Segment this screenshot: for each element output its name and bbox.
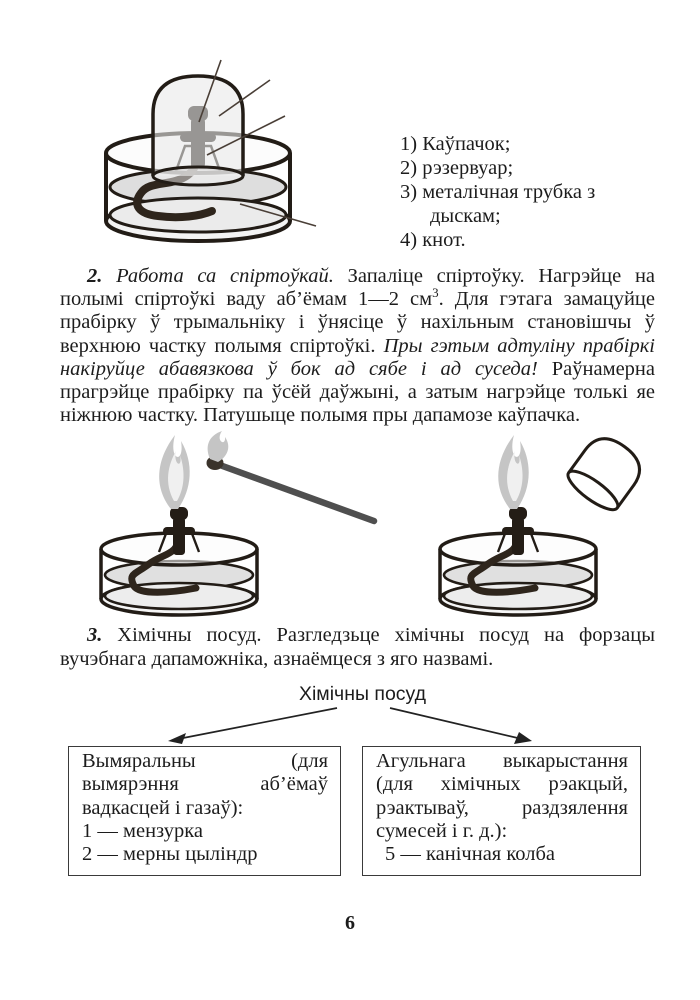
lamp-usage-figures <box>60 431 655 617</box>
box-intro: Агульнага выкарыстання (для хімічных рэакцый, рэактываў, раздзялення сумесей і г. д.): <box>376 749 628 843</box>
scheme-title: Хімічны посуд <box>298 682 427 705</box>
section-number: 3. <box>87 624 103 647</box>
body-text: Раўнамерна прагрэйце прабірку па ўсёй даўжыні, а затым нагрэйце толькі яе ніжнюю частку. Патушыце полымя пры дапамозе каўпачка. <box>60 357 655 427</box>
body-text: Разгледзьце хімічны посуд на форзацы вучэбнага дапаможніка, азнаёмцеся з яго назвамі. <box>60 624 655 670</box>
section-title: Хімічны посуд. <box>117 624 262 647</box>
page-number: 6 <box>345 912 355 934</box>
match-icon <box>207 431 375 521</box>
body-text: . Для гэтага замацуйце прабірку ў трымальніку і ўнясіце ў нахільным становішчы ў верхнюю частку полымя спіртоўкі. <box>60 288 655 357</box>
section-3-paragraph <box>60 624 655 670</box>
match-flame-icon <box>208 431 229 462</box>
lamp-cap-icon <box>563 431 649 516</box>
spirit-lamp-parts-figure <box>78 56 378 254</box>
arrow-left-icon <box>168 708 337 744</box>
glassware-scheme <box>60 683 655 876</box>
lighting-lamp-figure <box>74 431 386 617</box>
safety-warning-text: Пры гэтым адтуліну прабіркі накіруйце абавязкова ў бок ад сябе і ад суседа! <box>60 334 655 380</box>
box-intro: Вымяральны (для вымярэння аб’ёмаў вадкасцей і газаў): <box>82 749 328 819</box>
extinguishing-lamp-figure <box>413 431 653 617</box>
general-glassware-box <box>362 746 641 876</box>
scheme-boxes <box>68 746 655 876</box>
lamp-parts-section <box>60 56 655 254</box>
superscript: 3 <box>432 285 439 301</box>
arrow-right-icon <box>390 708 532 744</box>
scheme-arrows <box>60 706 655 746</box>
box-item: 5 — канічная колба <box>385 843 556 866</box>
section-2-paragraph <box>60 265 655 427</box>
section-title: Работа са спіртоўкай. <box>116 265 334 287</box>
box-item: 1 — мензурка <box>82 820 203 843</box>
list-item: 4) кнот. <box>400 229 466 251</box>
list-item: 3) металічная трубка з дыскам; <box>400 181 596 227</box>
list-item: 1) Каўпачок; <box>400 133 511 155</box>
lamp-cap <box>153 76 243 185</box>
lamp-parts-list <box>400 56 655 252</box>
section-number: 2. <box>87 265 103 287</box>
body-text: Запаліце спіртоўку. Нагрэйце на полымі спіртоўкі ваду аб’ёмам 1—2 см <box>60 265 656 311</box>
lamp-flame-icon <box>159 435 189 509</box>
list-item: 2) рэзервуар; <box>400 157 514 179</box>
box-item: 2 — мерны цыліндр <box>82 843 258 866</box>
lamp-flame-icon <box>498 435 528 509</box>
measuring-glassware-box <box>68 746 341 876</box>
